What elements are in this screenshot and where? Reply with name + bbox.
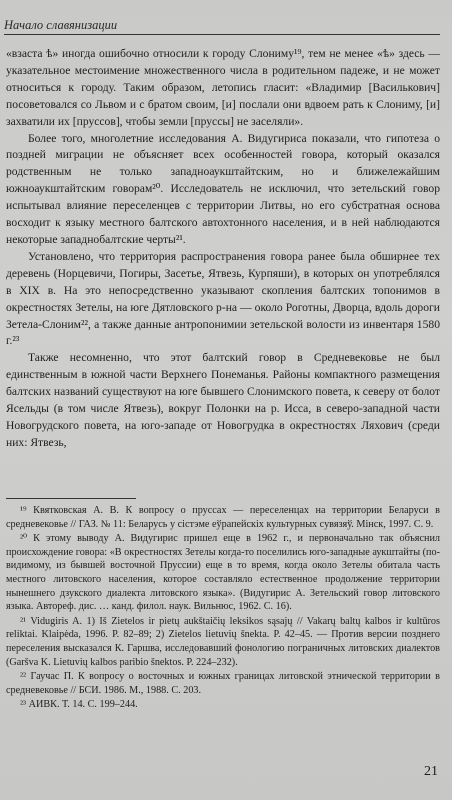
paragraph: Также несомненно, что этот балтский говор в Средневековье не был единственным в южной части Верхнего Понеманья. Районы компактного размещения балтских названий существуют на юге бывшего Слонимского повета, к северу от болот Ясельды (в том числе Ятвезь), вокруг Полонки на р. Исса, в северо-западной части Новогрудского повета, на юго-западе от Новогрудка в окрестностях Ляхович (среди них: Ятвезь, [6,351,440,449]
footnote: ²⁰ К этому выводу А. Видугирис пришел еще в 1962 г., и первоначально так объяснил происхождение говора: «В окрестностях Зетелы когда-то поселились юго-западные аукштайты (по-видимому, из бывшей восточной Пруссии) еще в то время, когда около Зетелы обитала часть местного литовского населения, которое составляло естественное продолжение территории нынешнего дзукского диалекта литовского языка». (Видугирис А. Зетельский говор литовского языка. Автореф. дис. … канд. филол. наук. Вильнюс, 1962. С. 16). [6,533,440,613]
footnote: ²¹ Vidugiris A. 1) Iš Zietelos ir pietų aukštaičių leksikos sąsajų // Vakarų baltų kalbos ir kultūros reliktai. Klaipėda, 1996. P. 82–89; 2) Zietelos lietuvių šnekta. P. 42–45. — Против версии позднего переселения высказался К. Гаршва, исследовавший фонологию пограничных литовских диалектов (Garšva K. Lietuvių kalbos paribio šnektos. P. 224–232). [6,615,440,668]
main-text [6,46,440,452]
page-number: 21 [424,764,438,779]
paragraph: «взаста ѣ» иногда ошибочно относили к городу Слониму¹⁹, тем не менее «ѣ» здесь — указательное местоимение множественного числа в родительном падеже, и не может относиться к городу. Таким образом, летопись гласит: «Владимир [Василькович] посоветовался со Львом и с братом своим, [и] послали они вдвоем рать к Слониму, [и] захватили их [пруссов], чтобы земли [пруссы] не заселяли». [6,47,440,128]
footnote: ²² Гаучас П. К вопросу о восточных и южных границах литовской этнической территории в средневековье // БСИ. 1986. М., 1988. С. 203. [6,671,440,696]
paragraph: Более того, многолетние исследования А. Видугириса показали, что гипотеза о поздней миграции не объясняет всех особенностей говора, который оказался родственным не только западноаукштайтским, но и ближележайшим южноаукштайтским говорам²⁰. Исследователь не исключил, что зетельский говор испытывал влияние переселенцев с территории Литвы, но его субстратная основа восходит к языку местного балтского автохтонного населения, и в ней наблюдаются некоторые западнобалтские черты²¹. [6,131,440,246]
footnote: ²³ АИВК. Т. 14. С. 199–244. [20,699,138,711]
footnote: ¹⁹ Квятковская А. В. К вопросу о пруссах — переселенцах на территории Беларуси в средневековье // ГАЗ. № 11: Беларусь у сістэме еўрапейскіх культурных сувязяў. Мінск, 1997. С. 9. [6,505,440,530]
paragraph: Установлено, что территория распространения говора ранее была обширнее тех деревень (Норцевичи, Погиры, Засетье, Ятвезь, Курпяши), в которых он употреблялся в XIX в. На это непосредственно указывают скопления балтских топонимов в окрестностях Зетелы, на юге Дятловского р-на — около Роготны, Дворца, вдоль дороги Зетела-Слоним²², а также данные антропонимии зетельской волости из инвентаря 1580 г.²³ [6,249,440,348]
footnote-separator [6,498,136,499]
running-header-title: Начало славянизации [4,18,118,32]
footnotes [6,504,440,713]
running-header [4,18,440,35]
